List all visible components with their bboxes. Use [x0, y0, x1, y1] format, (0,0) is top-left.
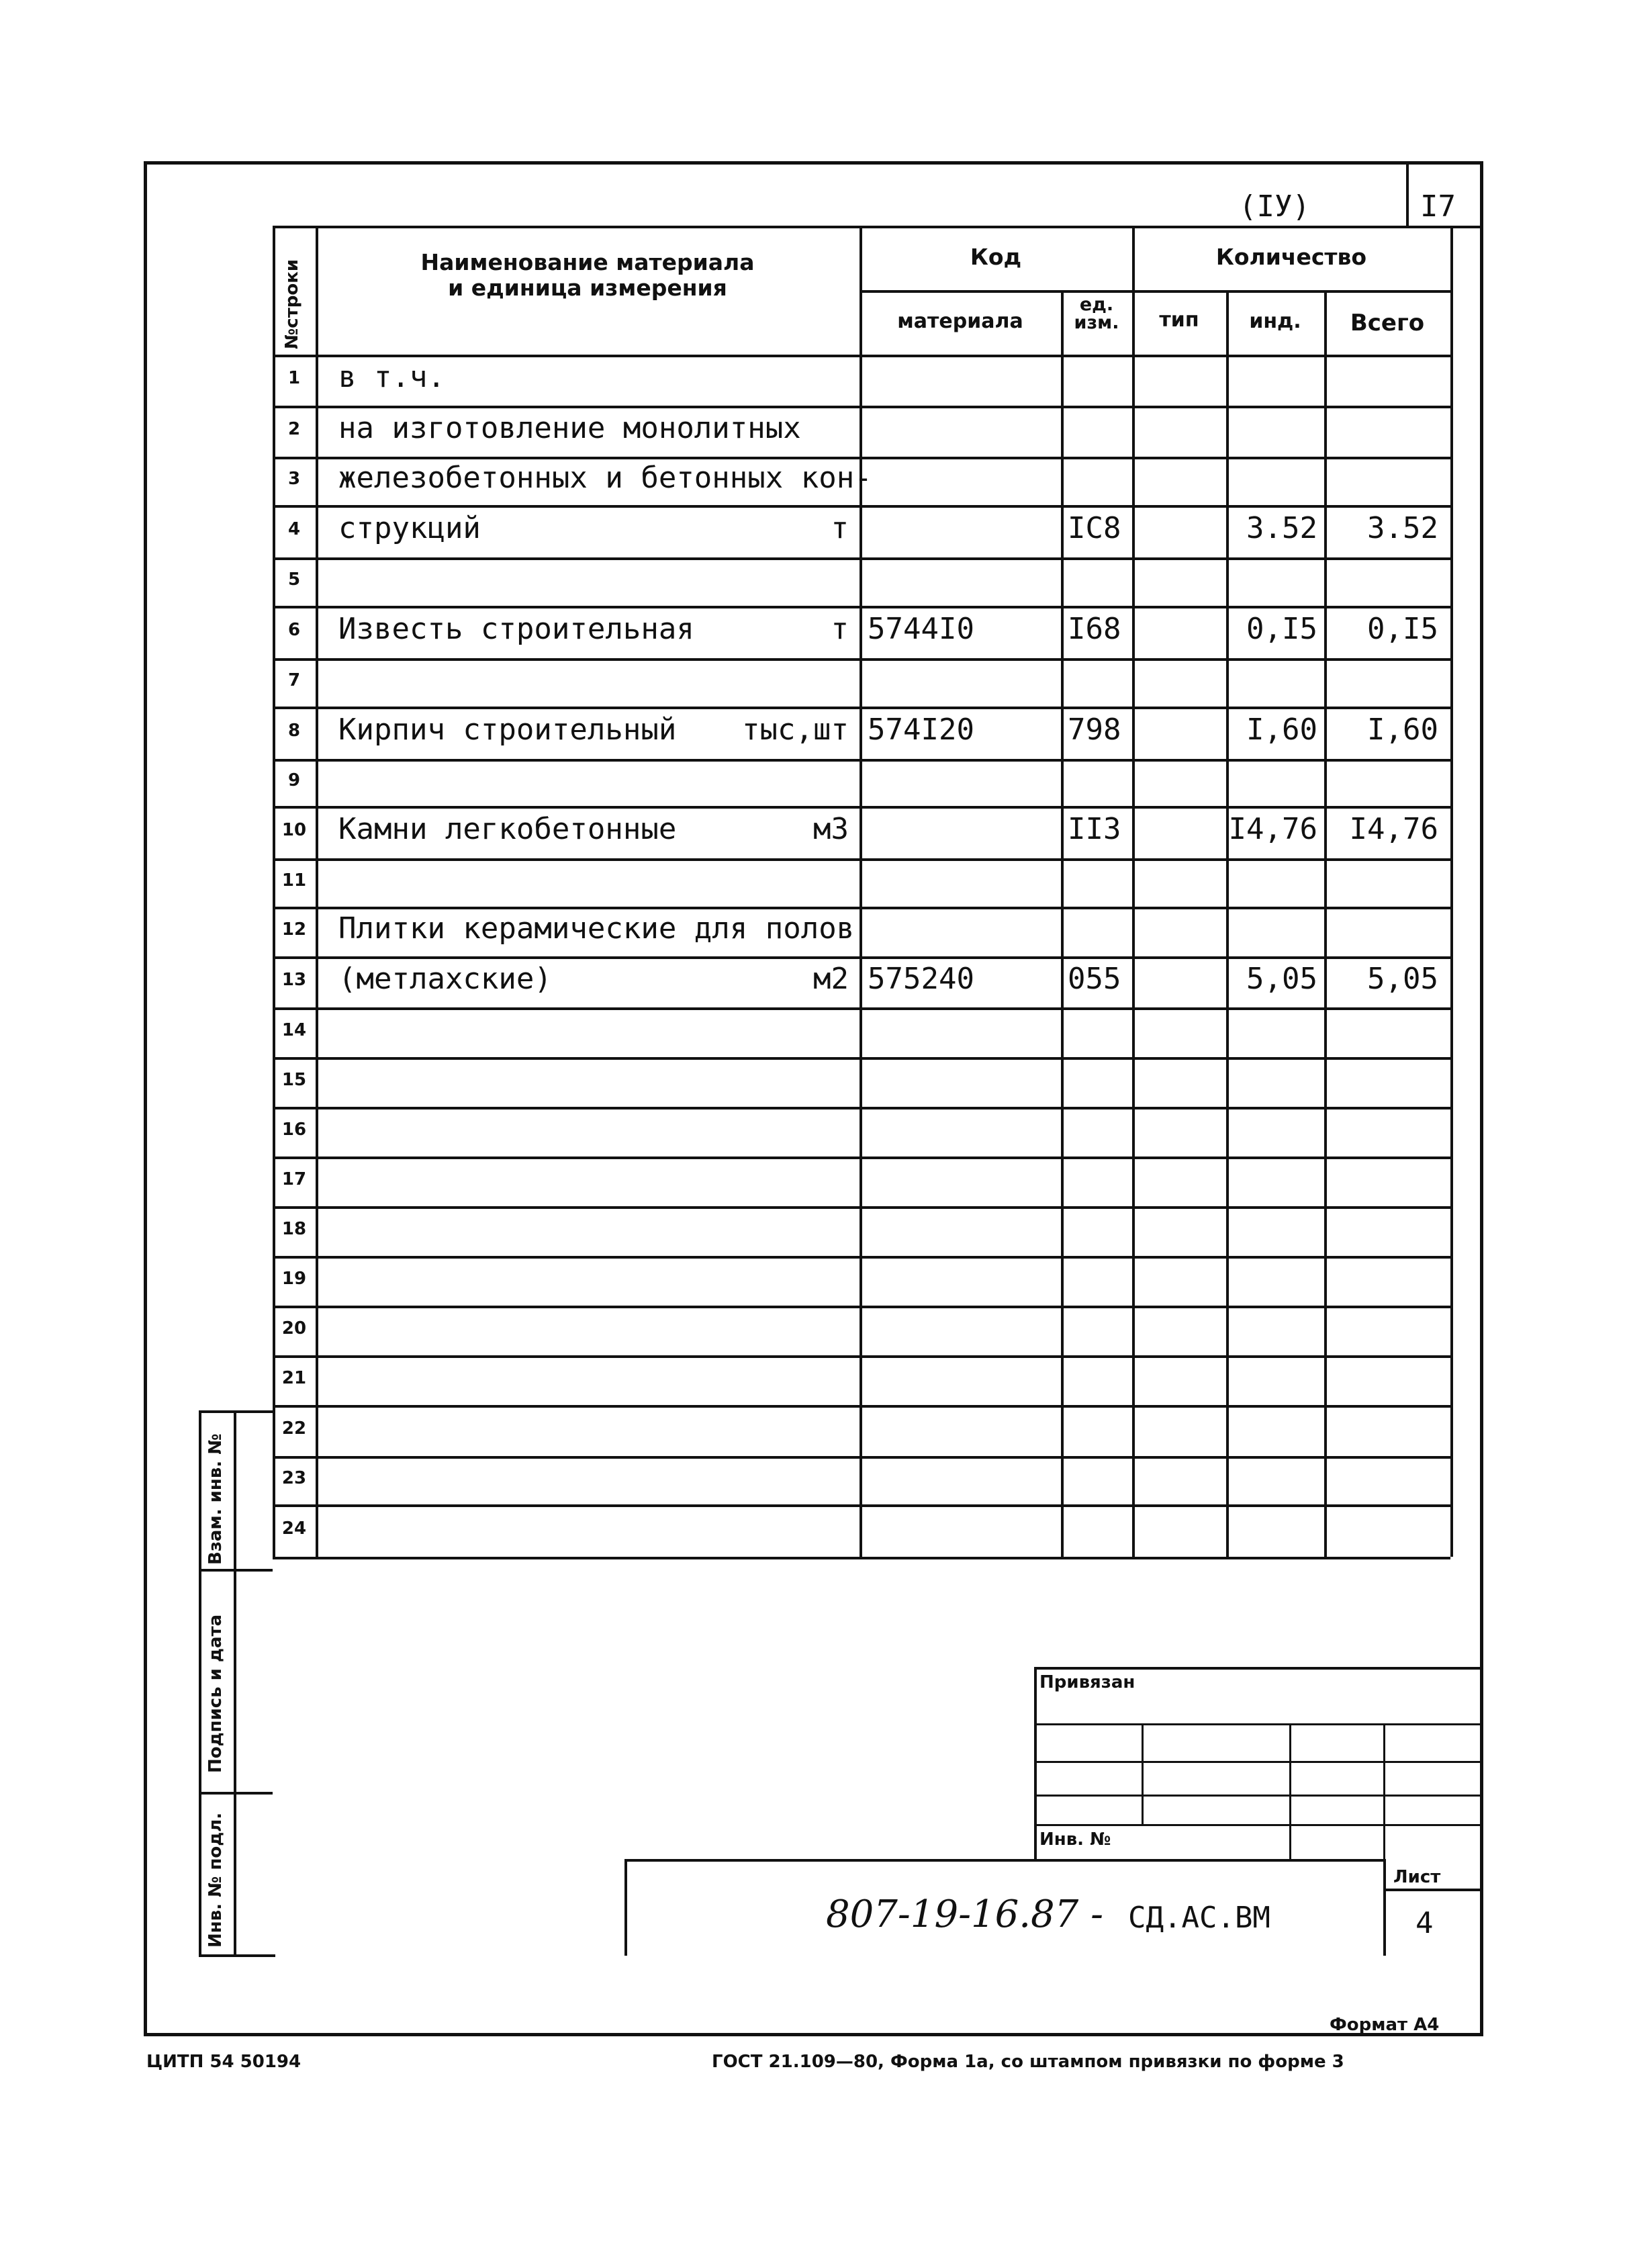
row-line: [273, 557, 1450, 560]
stamp-sheet-number: 4: [1415, 1906, 1434, 1940]
row-unit-label: тыс,шт: [742, 713, 849, 747]
row-name: в т.ч.: [338, 360, 445, 394]
side-strip-mid: [234, 1410, 236, 1956]
header-name: Наименование материала и единица измерения: [420, 249, 755, 301]
row-total: 3.52: [1367, 511, 1438, 545]
row-number: 14: [281, 1020, 307, 1040]
row-number: 1: [287, 368, 301, 388]
row-total: I,60: [1367, 713, 1438, 747]
side-strip-left: [199, 1410, 201, 1956]
row-unit: IC8: [1068, 511, 1121, 545]
footer-left: ЦИТП 54 50194: [146, 2052, 301, 2072]
section-number: (IУ): [1239, 189, 1310, 224]
side-strip-sep1: [199, 1569, 273, 1572]
row-number: 19: [281, 1269, 307, 1289]
row-number: 7: [287, 670, 301, 690]
privyazan-top: [1034, 1667, 1483, 1670]
privyazan-row2: [1034, 1761, 1483, 1763]
header-qty-total: Всего: [1350, 310, 1425, 336]
row-number: 21: [281, 1368, 307, 1388]
row-line: [273, 606, 1450, 608]
row-line: [273, 1355, 1450, 1358]
row-number: 3: [287, 469, 301, 489]
side-label-vzam: Взам. инв. №: [205, 1433, 226, 1565]
side-label-podpis: Подпись и дата: [205, 1614, 226, 1773]
row-line: [273, 1007, 1450, 1010]
row-number: 17: [281, 1169, 307, 1189]
row-line: [273, 759, 1450, 762]
row-number: 16: [281, 1120, 307, 1140]
row-line: [273, 1306, 1450, 1308]
row-line: [273, 956, 1450, 959]
row-ind: I4,76: [1228, 812, 1317, 846]
inv-no-label: Инв. №: [1039, 1829, 1111, 1850]
row-unit-label: т: [831, 612, 849, 646]
row-number: 20: [281, 1318, 307, 1339]
row-ind: I,60: [1246, 713, 1317, 747]
row-number: 12: [281, 919, 307, 940]
row-number: 23: [281, 1468, 307, 1488]
footer-gost: ГОСТ 21.109—80, Форма 1а, со штампом привязки по форме 3: [712, 2052, 1344, 2072]
col-line-4: [1450, 226, 1453, 1557]
row-line: [273, 907, 1450, 909]
row-unit-label: м3: [813, 812, 849, 846]
row-number: 10: [281, 820, 307, 840]
header-row-number: №строки: [282, 259, 302, 349]
row-total: 5,05: [1367, 962, 1438, 996]
row-unit: I68: [1068, 612, 1121, 646]
stamp-designation-handwritten: 807-19-16.87 -: [826, 1893, 1104, 1936]
row-code: 574I20: [868, 713, 974, 747]
side-label-inv-podl: Инв. № подл.: [205, 1812, 226, 1948]
row-line: [273, 1504, 1450, 1507]
row-number: 5: [287, 570, 301, 590]
row-line: [273, 355, 1450, 357]
stamp-left: [624, 1859, 627, 1956]
row-name: Известь строительная: [338, 612, 694, 646]
row-number: 13: [281, 970, 307, 990]
row-number: 6: [287, 620, 301, 640]
stamp-designation-typed: СД.АС.ВМ: [1128, 1901, 1270, 1935]
row-unit: 798: [1068, 713, 1121, 747]
header-qty-ind: инд.: [1249, 310, 1301, 333]
row-code: 5744I0: [868, 612, 974, 646]
privyazan-col2: [1289, 1723, 1291, 1859]
side-strip-sep2: [199, 1792, 273, 1795]
row-line: [273, 1107, 1450, 1109]
privyazan-col3: [1383, 1723, 1385, 1859]
table-bottom: [273, 1557, 1450, 1559]
row-code: 575240: [868, 962, 974, 996]
row-number: 24: [281, 1518, 307, 1539]
row-name: струкций: [338, 511, 481, 545]
privyazan-col1: [1142, 1723, 1144, 1824]
row-ind: 0,I5: [1246, 612, 1317, 646]
row-line: [273, 1057, 1450, 1060]
row-name: железобетонных и бетонных кон-: [338, 461, 872, 495]
privyazan-row4: [1034, 1824, 1483, 1826]
header-mid-qty: [1132, 290, 1450, 293]
row-unit: II3: [1068, 812, 1121, 846]
privyazan-left: [1034, 1667, 1037, 1859]
col-line-unit: [1061, 290, 1064, 1557]
col-line-ind: [1226, 290, 1229, 1557]
page-number: I7: [1420, 189, 1456, 224]
row-name: на изготовление монолитных: [338, 411, 801, 445]
privyazan-row3: [1034, 1795, 1483, 1797]
row-number: 4: [287, 519, 301, 539]
side-strip-top: [199, 1410, 273, 1413]
row-number: 15: [281, 1070, 307, 1090]
header-code: Код: [970, 244, 1022, 270]
stamp-sheet-divider: [1383, 1859, 1386, 1956]
row-number: 9: [287, 770, 301, 790]
row-total: 0,I5: [1367, 612, 1438, 646]
row-number: 8: [287, 721, 301, 741]
header-mid-code: [860, 290, 1132, 293]
header-unit: ед. изм.: [1074, 294, 1119, 333]
row-name: Камни легкобетонные: [338, 812, 677, 846]
row-line: [273, 1156, 1450, 1159]
privyazan-row1: [1034, 1723, 1483, 1725]
row-total: I4,76: [1349, 812, 1438, 846]
row-number: 18: [281, 1219, 307, 1239]
stamp-top: [624, 1859, 1383, 1862]
row-name: (метлахские): [338, 962, 552, 996]
row-ind: 5,05: [1246, 962, 1317, 996]
col-line-total: [1324, 290, 1327, 1557]
row-line: [273, 707, 1450, 709]
row-name: Кирпич строительный: [338, 713, 677, 747]
row-unit-label: т: [831, 511, 849, 545]
row-name: Плитки керамические для полов: [338, 911, 855, 946]
row-number: 2: [287, 419, 301, 439]
row-line: [273, 806, 1450, 809]
row-line: [273, 1456, 1450, 1459]
stamp-sheet-label: Лист: [1393, 1867, 1441, 1887]
row-ind: 3.52: [1246, 511, 1317, 545]
row-unit: 055: [1068, 962, 1121, 996]
row-line: [273, 457, 1450, 459]
row-number: 22: [281, 1418, 307, 1439]
stamp-sheet-label-line: [1383, 1889, 1483, 1891]
row-unit-label: м2: [813, 962, 849, 996]
page-box-divider: [1406, 161, 1409, 227]
row-line: [273, 1405, 1450, 1408]
format-label: Формат А4: [1330, 2015, 1440, 2035]
row-line: [273, 505, 1450, 508]
row-line: [273, 858, 1450, 861]
row-number: 11: [281, 870, 307, 891]
header-qty-type: тип: [1159, 308, 1199, 332]
privyazan-label: Привязан: [1039, 1672, 1135, 1692]
row-line: [273, 658, 1450, 661]
side-strip-bottom: [199, 1954, 275, 1957]
row-line: [273, 1206, 1450, 1209]
row-line: [273, 1256, 1450, 1259]
header-code-material: материала: [897, 310, 1023, 333]
row-line: [273, 406, 1450, 408]
header-quantity: Количество: [1215, 244, 1367, 270]
